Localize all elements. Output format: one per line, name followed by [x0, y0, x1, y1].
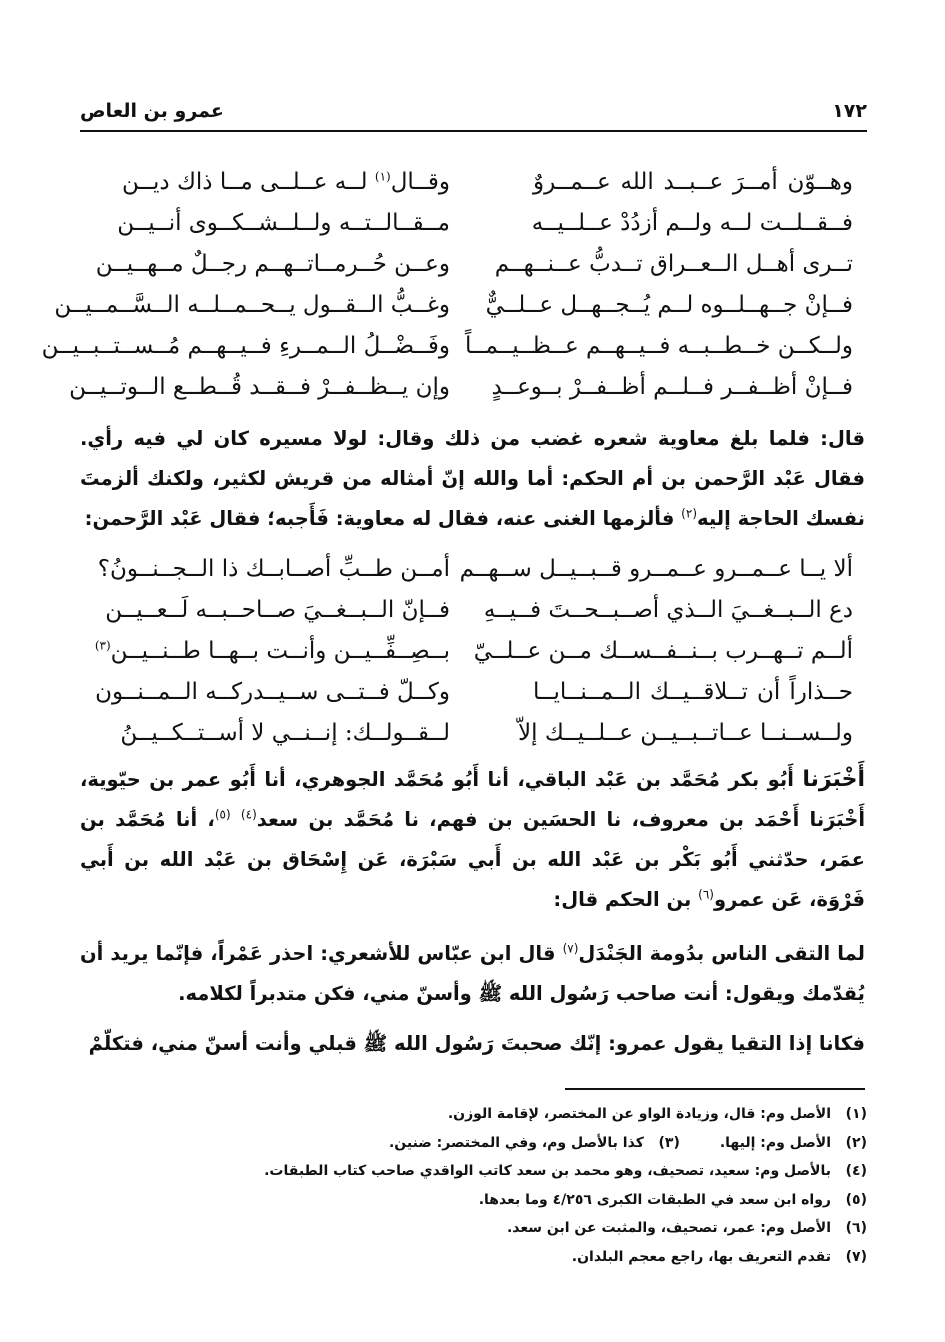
- paragraph-text: قال ابن عبّاس للأشعري: احذر عَمْراً، فإنّما يريد أن يُقدّمك ويقول: أنت صاحب رَسُول الله ﷺ وأسنّ مني، فكن متدبراً لكلامه.: [80, 942, 865, 1005]
- verse: [80, 549, 865, 590]
- verse: [41, 326, 865, 367]
- verse-second-hemistich: وغــبُّ الــقــول يــحــمــلــه الــسَّــمــيــن: [54, 292, 450, 318]
- paragraph: [80, 934, 865, 1016]
- verse-second-hemistich: وكــلّ فــتــى ســيــدركــه الــمــنــون: [95, 679, 450, 705]
- footnote: [120, 1214, 867, 1243]
- verse: [80, 162, 865, 203]
- footnote-ref: (٦): [698, 887, 714, 902]
- verse-first-hemistich: حــذاراً أن تــلاقــيــك الــمــنــايــا: [533, 679, 853, 705]
- paragraph: [80, 1024, 865, 1066]
- running-header: [80, 96, 867, 132]
- paragraph-text: فألزمها الغنى عنه، فقال له معاوية: فَأَجبه؛ فقال عَبْد الرَّحمن:: [84, 507, 682, 530]
- verse: [80, 203, 865, 244]
- verse-first-hemistich: ألــم تــهــرب بــنــفــســك مــن عــلــيّ: [473, 638, 853, 664]
- lead-word: أَخْبَرَنا: [802, 767, 865, 792]
- footnote-text: الأصل وم: عمر، تصحيف، والمثبت عن ابن سعد.: [506, 1220, 831, 1236]
- verse-text: وقــال: [390, 169, 450, 195]
- verse: [80, 713, 865, 754]
- paragraph-text: ، أنا مُحَمَّد بن عمَر، حدّثني أَبُو بَكْر بن عَبْد الله بن أَبي سَبْرَة، عَن إِسْحَاق بن عَبْد الله بن أَبي فَرْوَة، عَن عمرو: [80, 808, 865, 911]
- verse-first-hemistich: ولــكــن خــطــبــه فــيــهــم عــظــيــمــاً: [464, 333, 853, 359]
- paragraph: [80, 419, 865, 541]
- footnote-number: (٢): [845, 1134, 867, 1151]
- verse-second-hemistich: وفَــضْــلُ الــمــرءِ فــيــهــم مُــســتــبــيــن: [41, 333, 450, 359]
- verse: [80, 672, 865, 713]
- footnote-number: (٧): [845, 1248, 867, 1265]
- paragraph-text: بن الحكم قال:: [553, 888, 699, 911]
- verse-text: بــصِــفِّــيــن وأنــت بــهــا طــنــيــن: [110, 638, 450, 664]
- paragraph-text: لما التقى الناس بدُومة الجَنْدَل: [578, 942, 865, 965]
- verse-first-hemistich: ولــســنــا عــاتــبــيــن عــلــيــك إلاّ: [518, 720, 853, 746]
- footnote: [120, 1186, 867, 1215]
- footnotes: [120, 1100, 867, 1271]
- footnote-number: (٤): [845, 1163, 867, 1179]
- footnote: [120, 1157, 867, 1186]
- paragraph-text: أَبُو بكر مُحَمَّد بن عَبْد الباقي، أنا أَبُو مُحَمَّد الجوهري، أنا أَبُو عمر بن حيّوية، أَخْبَرَنا أَحْمَد بن معروف، نا الحسَين بن فهم، نا مُحَمَّد بن سعد: [80, 768, 866, 831]
- footnote-number: (٦): [845, 1220, 867, 1236]
- footnote-divider: [565, 1088, 865, 1090]
- verse-second-hemistich: أمــن طــبِّ أصــابــك ذا الــجــنــونُ؟: [97, 556, 450, 582]
- footnote-ref: (٣): [94, 638, 111, 653]
- verse-second-hemistich: وعــن حُــرمــاتــهــم رجــلٌ مــهــيــن: [95, 251, 450, 277]
- verse-second-hemistich: [122, 162, 450, 203]
- footnote-ref: (٢): [681, 506, 697, 521]
- footnote-text: كذا بالأصل وم، وفي المختصر: ضنين.: [388, 1134, 644, 1151]
- verse: [80, 244, 865, 285]
- footnote-text: تقدم التعريف بها، راجع معجم البلدان.: [571, 1248, 831, 1265]
- verse: [69, 367, 865, 408]
- verse-first-hemistich: تــرى أهــل الــعــراق تــدبُّ عــنــهــم: [494, 251, 853, 277]
- verse-second-hemistich: فــإنّ الــبــغــيَ صــاحــبــه لَــعــيــن: [105, 597, 450, 623]
- verse: [80, 631, 865, 672]
- verse-second-hemistich: لــقــولــك: إنــنــي لا أســتــكــيــنُ: [120, 720, 450, 746]
- verse-second-hemistich: [94, 631, 450, 672]
- footnote-ref: (٧): [562, 941, 579, 956]
- verse-first-hemistich: ألا يــا عــمــرو عــمــرو قــبــيــل ســهــم: [459, 556, 853, 582]
- verse-first-hemistich: فــقــلــت لــه ولــم أزدُدْ عــلــيــه: [531, 210, 853, 236]
- footnote: [120, 1100, 867, 1129]
- verse-first-hemistich: فــإنْ أظــفــر فــلــم أظــفــرْ بــوعــدٍ: [491, 374, 853, 400]
- footnote: [120, 1243, 867, 1272]
- verse-second-hemistich: مــقــالــتــه ولــلــشــكــوى أنــيــن: [117, 210, 450, 236]
- verse-first-hemistich: وهــوّن أمــرَ عــبــد الله عــمــروٌ: [533, 169, 853, 195]
- verse-second-hemistich: وإن يــظــفــرْ فــقــد قُــطــع الــوتــيــن: [69, 374, 450, 400]
- footnote-number: (١): [845, 1106, 867, 1122]
- footnote-ref: (٥): [214, 807, 231, 822]
- verse: [80, 590, 865, 631]
- verse-first-hemistich: دع الــبــغــيَ الــذي أصــبــحــتَ فــيــهِ: [483, 597, 853, 623]
- verse-first-hemistich: فــإنْ جــهــلــوه لــم يُــجــهــل عــلــيٌّ: [485, 292, 853, 318]
- footnote-text: بالأصل وم: سعيد، تصحيف، وهو محمد بن سعد كاتب الواقدي صاحب كتاب الطبقات.: [264, 1163, 831, 1179]
- paragraph-text: فكانا إذا التقيا يقول عمرو: إنّك صحبتَ رَسُول الله ﷺ قبلي وأنت أسنّ مني، فتكلّمْ: [88, 1032, 865, 1055]
- footnote-text: الأصل وم: قال، وزيادة الواو عن المختصر، لإقامة الوزن.: [447, 1106, 831, 1122]
- verse: [54, 285, 865, 326]
- footnote: [120, 1129, 867, 1158]
- poem-second: [80, 549, 865, 754]
- poem-first: [41, 162, 865, 408]
- verse-text: لــه عــلــى مــا ذاك ديــن: [122, 169, 375, 195]
- paragraph: [80, 760, 865, 922]
- page-number: ١٧٢: [832, 100, 867, 122]
- footnote-text: الأصل وم: إليها.: [719, 1134, 831, 1151]
- footnote-number: (٣): [658, 1134, 680, 1151]
- footnote-ref: (١): [374, 169, 391, 184]
- footnote-number: (٥): [845, 1191, 867, 1208]
- paragraph-text: قال: فلما بلغ معاوية شعره غضب من ذلك وقال: لولا مسيره كان لي فيه رأي. فقال عَبْد الرَّحمن بن أم الحكم: أما والله إنّ أمثاله من قريش لكثير، ولكنك ألزمتَ نفسك الحاجة إليه: [80, 427, 865, 530]
- running-title: عمرو بن العاص: [80, 100, 224, 122]
- footnote-text: رواه ابن سعد في الطبقات الكبرى ٤/٢٥٦ وما بعدها.: [478, 1191, 831, 1208]
- footnote-ref: (٤): [240, 807, 257, 822]
